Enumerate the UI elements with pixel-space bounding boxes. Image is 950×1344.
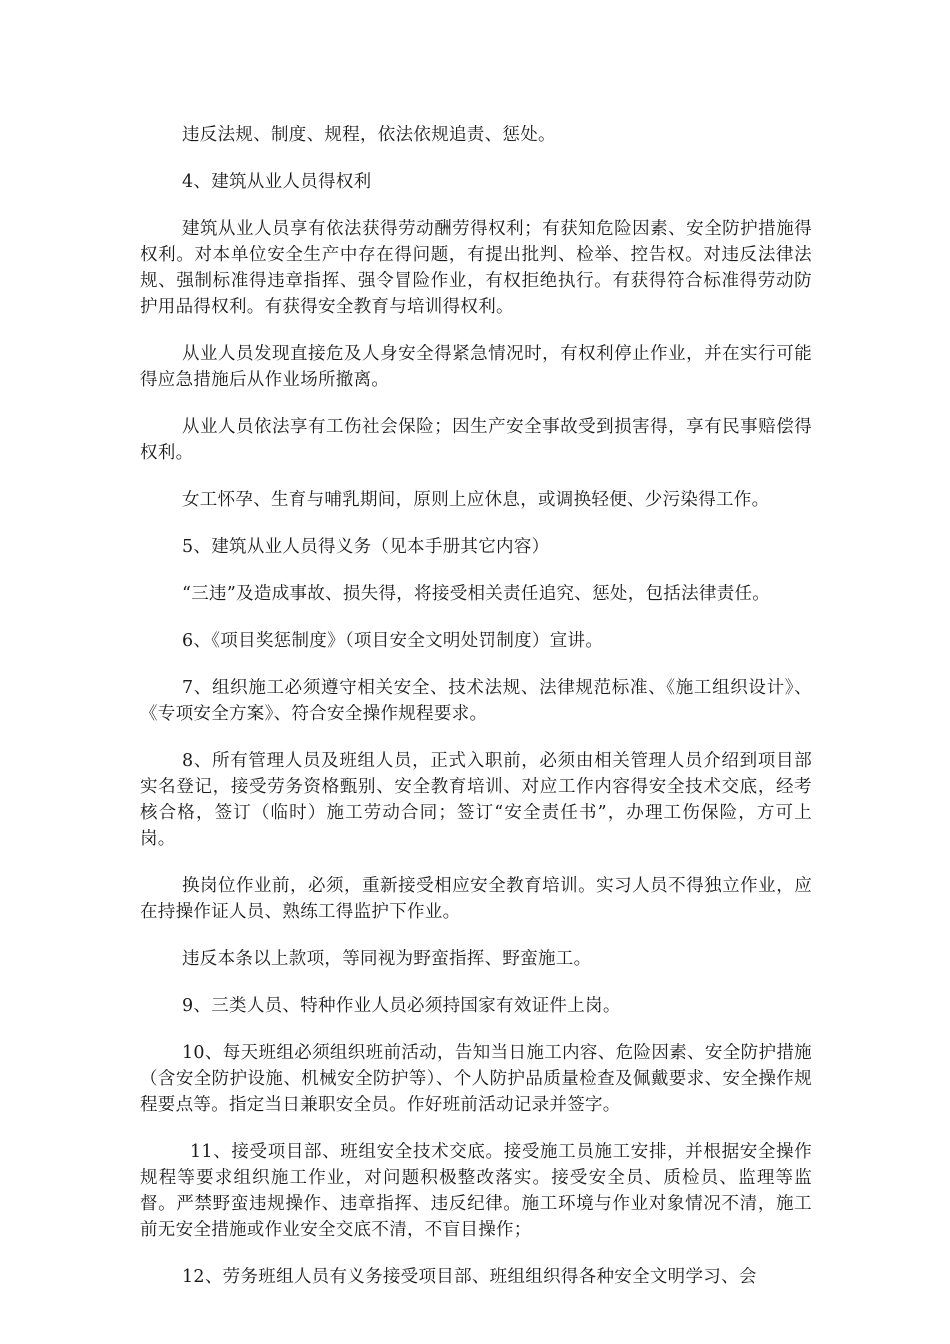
heading-worker-rights: 4、建筑从业人员得权利 (182, 172, 372, 192)
paragraph-onboarding: 8、所有管理人员及班组人员，正式入职前，必须由相关管理人员介绍到项目部实名登记，接受劳务资格甄别、安全教育培训、对应工作内容得安全技术交底，经考核合格，签订（临时）施工劳动合同；签订“安全责任书”，办理工伤保险，方可上岗。 (140, 751, 812, 849)
paragraph-technical-disclosure: 11、接受项目部、班组安全技术交底。接受施工员施工安排，并根据安全操作规程等要求组织施工作业，对问题积极整改落实。接受安全员、质检员、监理等监督。严禁野蛮违规操作、违章指挥、违反纪律。施工环境与作业对象情况不清，施工前无安全措施或作业安全交底不清，不盲目操作； (140, 1142, 812, 1240)
paragraph-female-workers: 女工怀孕、生育与哺乳期间，原则上应休息，或调换轻便、少污染得工作。 (182, 490, 770, 510)
paragraph-certified-personnel: 9、三类人员、特种作业人员必须持国家有效证件上岗。 (182, 996, 621, 1016)
paragraph-injury-insurance: 从业人员依法享有工伤社会保险；因生产安全事故受到损害得，享有民事赔偿得权利。 (140, 417, 812, 463)
paragraph-three-violations: “三违”及造成事故、损失得，将接受相关责任追究、惩处，包括法律责任。 (182, 584, 771, 604)
paragraph-daily-briefing: 10、每天班组必须组织班前活动，告知当日施工内容、危险因素、安全防护措施（含安全防护设施、机械安全防护等）、个人防护品质量检查及佩戴要求、安全操作规程要点等。指定当日兼职安全员。作好班前活动记录并签字。 (140, 1043, 812, 1115)
paragraph-violation-equivalence: 违反本条以上款项，等同视为野蛮指挥、野蛮施工。 (182, 949, 592, 969)
paragraph-rewards-penalties: 6、《项目奖惩制度》（项目安全文明处罚制度）宣讲。 (182, 631, 604, 651)
paragraph-construction-compliance: 7、组织施工必须遵守相关安全、技术法规、法律规范标准、《施工组织设计》、《专项安全方案》、符合安全操作规程要求。 (140, 678, 812, 724)
paragraph-job-change-training: 换岗位作业前，必须，重新接受相应安全教育培训。实习人员不得独立作业，应在持操作证人员、熟练工得监护下作业。 (140, 876, 812, 922)
document-page (140, 110, 812, 1311)
paragraph-emergency-stop: 从业人员发现直接危及人身安全得紧急情况时，有权利停止作业，并在实行可能得应急措施后从作业场所撤离。 (140, 344, 812, 390)
paragraph-rights-detail: 建筑从业人员享有依法获得劳动酬劳得权利；有获知危险因素、安全防护措施得权利。对本单位安全生产中存在得问题，有提出批判、检举、控告权。对违反法律法规、强制标准得违章指挥、强令冒险作业，有权拒绝执行。有获得符合标准得劳动防护用品得权利。有获得安全教育与培训得权利。 (140, 219, 812, 317)
heading-worker-obligations: 5、建筑从业人员得义务（见本手册其它内容） (182, 537, 550, 557)
paragraph-team-study: 12、劳务班组人员有义务接受项目部、班组组织得各种安全文明学习、会 (182, 1267, 757, 1287)
paragraph-violation-penalty: 违反法规、制度、规程，依法依规追责、惩处。 (182, 125, 556, 145)
